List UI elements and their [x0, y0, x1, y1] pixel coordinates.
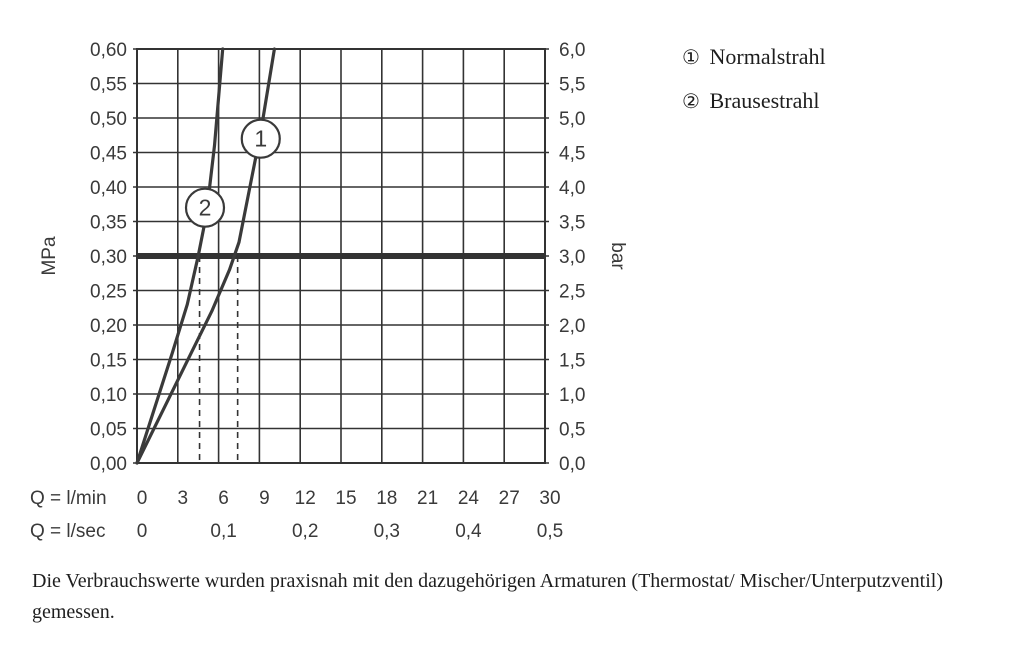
y-tick-label-right: 4,0: [559, 178, 586, 199]
y-tick-label-left: 0,55: [90, 74, 127, 96]
x-tick-label-lsec: 0,4: [455, 521, 482, 542]
legend-label-brausestrahl: Brausestrahl: [709, 88, 820, 113]
y-tick-label-right: 5,5: [559, 74, 586, 96]
x-axis-title-lsec: Q = l/sec: [30, 521, 106, 542]
x-tick-label-lmin: 15: [335, 488, 357, 509]
y-tick-label-left: 0,00: [90, 454, 127, 475]
legend-item-brausestrahl: [682, 88, 819, 114]
x-tick-label-lmin: 24: [457, 488, 479, 509]
y-tick-label-right: 5,0: [559, 109, 586, 130]
y-tick-label-right: 0,5: [559, 419, 586, 441]
y-axis-title-left: MPa: [39, 236, 60, 276]
x-tick-label-lmin: 6: [218, 488, 229, 509]
legend-marker-1: ①: [682, 45, 700, 69]
y-tick-label-right: 6,0: [559, 40, 586, 61]
x-tick-label-lsec: 0,3: [373, 521, 401, 542]
y-tick-label-left: 0,45: [90, 143, 127, 165]
y-tick-label-right: 1,0: [559, 385, 586, 406]
y-tick-label-right: 1,5: [559, 350, 586, 372]
y-tick-label-right: 4,5: [559, 143, 586, 165]
x-tick-label-lsec: 0,2: [291, 521, 319, 542]
y-tick-label-left: 0,10: [90, 385, 127, 406]
x-tick-label-lmin: 9: [259, 488, 270, 509]
legend-item-normalstrahl: [682, 44, 826, 70]
x-tick-label-lmin: 0: [136, 488, 148, 509]
y-tick-label-left: 0,30: [90, 247, 127, 268]
x-tick-label-lmin: 21: [417, 488, 439, 509]
y-tick-label-left: 0,25: [90, 281, 127, 303]
y-tick-label-right: 3,5: [559, 212, 586, 234]
legend-label-normalstrahl: Normalstrahl: [709, 44, 826, 69]
y-tick-label-right: 3,0: [559, 247, 586, 268]
x-tick-label-lsec: 0,5: [536, 521, 564, 542]
y-tick-label-left: 0,50: [90, 109, 127, 130]
series-label-1: 1: [254, 125, 268, 152]
x-axis-title-lmin: Q = l/min: [30, 488, 107, 509]
y-tick-label-left: 0,15: [90, 350, 127, 372]
measurement-note: Die Verbrauchswerte wurden praxisnah mit den dazugehörigen Armaturen (Thermostat/ Mischer/Unterputzventil) gemessen.: [32, 570, 943, 623]
y-tick-label-right: 0,0: [559, 454, 586, 475]
y-tick-label-right: 2,0: [559, 316, 586, 337]
y-tick-label-left: 0,05: [90, 419, 127, 441]
x-tick-label-lmin: 3: [177, 488, 189, 509]
legend-marker-2: ②: [682, 89, 700, 113]
x-tick-label-lmin: 12: [294, 488, 316, 509]
x-tick-label-lsec: 0,1: [210, 521, 237, 542]
y-tick-label-left: 0,60: [90, 40, 127, 61]
x-tick-label-lmin: 18: [376, 488, 398, 509]
x-tick-label-lmin: 30: [539, 488, 561, 509]
y-tick-label-right: 2,5: [559, 281, 586, 303]
series-label-2: 2: [198, 194, 212, 221]
y-tick-label-left: 0,20: [90, 316, 127, 337]
x-tick-label-lmin: 27: [498, 488, 520, 509]
y-tick-label-left: 0,40: [90, 178, 127, 199]
y-tick-label-left: 0,35: [90, 212, 127, 234]
x-tick-label-lsec: 0: [136, 521, 148, 542]
y-axis-title-right: bar: [607, 242, 628, 270]
